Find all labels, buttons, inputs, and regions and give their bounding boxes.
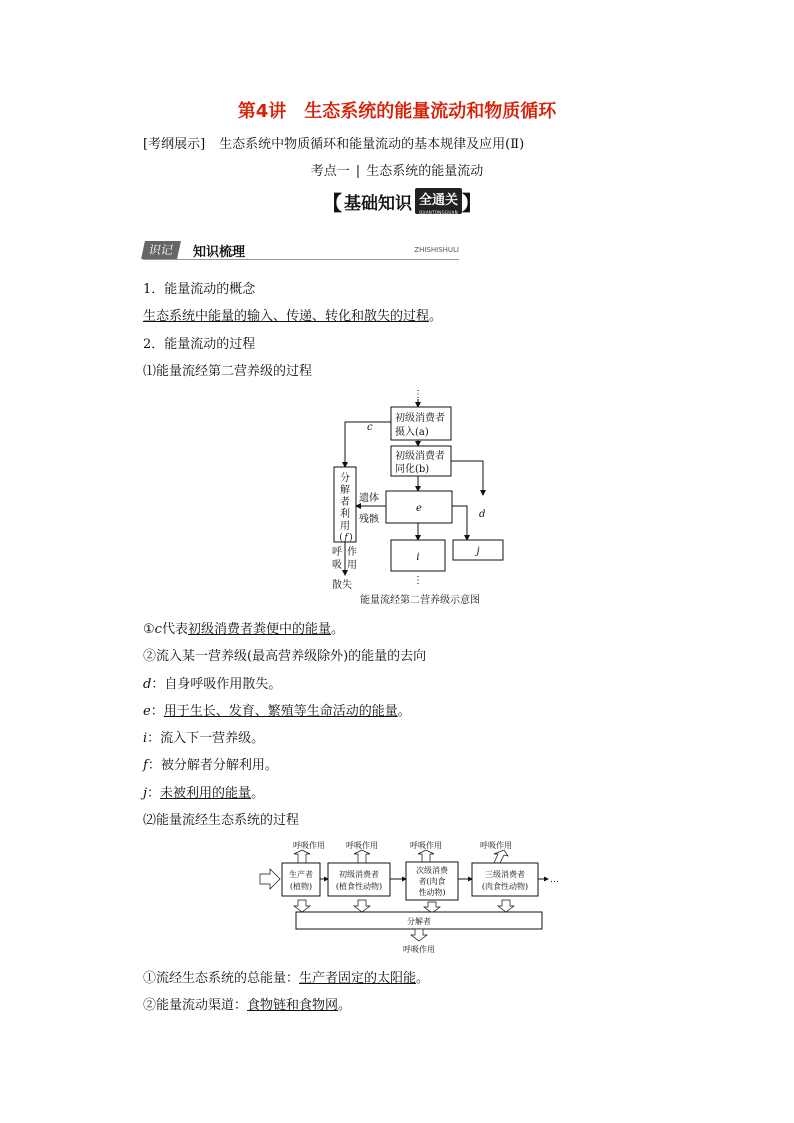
decomposer-label: 分解者 (407, 917, 431, 926)
box-assim-line2: 同化(b) (395, 464, 430, 475)
punct: 。 (416, 971, 430, 986)
down-arrow-3 (424, 902, 440, 913)
c3-line1: 三级消费者 (485, 870, 525, 879)
answer-j: 未被利用的能量 (160, 786, 252, 801)
basic-knowledge-banner (322, 187, 482, 215)
text: ①流经生态系统的总能量： (143, 971, 300, 986)
section-label: 知识梳理 (193, 245, 246, 260)
box-intake-line1: 初级消费者 (395, 413, 445, 424)
subheading-second-level: ⑴能量流经第二营养级的过程 (143, 364, 313, 379)
process-heading: 2．能量流动的过程 (143, 337, 256, 352)
dec-char-6: ( (339, 533, 343, 543)
energy-flow-ecosystem-diagram (258, 838, 568, 956)
box-primary-consumer (328, 863, 390, 896)
dec-char-3: 者 (340, 497, 350, 508)
banner-badge-pinyin: QUANTONGGUAN (419, 210, 458, 215)
answer-c: 初级消费者粪便中的能量 (187, 622, 331, 637)
concept-definition (143, 305, 442, 324)
resp-label-bottom: 呼吸作用 (403, 945, 435, 954)
c2-line1: 次级消费 (416, 866, 448, 875)
box-tertiary-consumer (472, 863, 538, 896)
label-j: j (476, 546, 480, 557)
concept-heading: 1．能量流动的概念 (143, 282, 256, 297)
c2-line2: 者(肉食 (418, 877, 446, 886)
dots-bottom: ⋮ (413, 575, 423, 586)
label-d: d (479, 509, 486, 520)
var-j: j (143, 786, 148, 801)
punct: 。 (338, 998, 352, 1013)
label-c: c (367, 422, 373, 433)
concept-answer: 生态系统中能量的输入、传递、转化和散失的过程 (143, 309, 430, 324)
key-point-separator: | (355, 164, 361, 179)
label-remains-1: 遗体 (359, 493, 379, 504)
down-arrow-decomposer (411, 929, 427, 941)
diagram1-caption: 能量流经第二营养级示意图 (360, 595, 480, 606)
total-energy-line (143, 967, 429, 986)
banner-bracket-close: 】 (462, 190, 483, 215)
syllabus-line (143, 133, 524, 152)
text: 代表 (161, 622, 188, 637)
down-arrow-2 (354, 900, 370, 912)
syllabus-tag: [考纲展示] (143, 137, 206, 152)
note-destinations: ②流入某一营养级(最高营养级除外)的能量的去向 (143, 649, 427, 664)
resp-char-2: 吸 (332, 560, 342, 571)
ellipsis: … (550, 875, 559, 885)
syllabus-text: 生态系统中物质循环和能量流动的基本规律及应用(Ⅱ) (219, 137, 525, 152)
up-arrow-2 (354, 850, 370, 863)
banner-text: 基础知识 (344, 193, 412, 214)
dec-char-7: f (344, 533, 348, 543)
channel-line (143, 994, 351, 1013)
text: ：被分解者分解利用。 (147, 758, 278, 773)
page-title: 第4讲 生态系统的能量流动和物质循环 (237, 101, 557, 122)
dec-char-5: 用 (340, 521, 350, 532)
resp-label-2: 呼吸作用 (346, 841, 378, 850)
energy-flow-second-level-diagram (325, 385, 515, 610)
note-e (143, 700, 411, 719)
var-e: e (143, 704, 151, 719)
answer-e: 用于生长、发育、繁殖等生命活动的能量 (163, 704, 398, 719)
box-producer (282, 863, 320, 896)
arrow-d (451, 461, 483, 495)
up-arrow-4 (494, 850, 508, 863)
banner-badge-text: 全通关 (419, 193, 459, 208)
up-arrow-3 (418, 850, 434, 863)
note-f (143, 754, 278, 773)
resp-label-1: 呼吸作用 (293, 841, 325, 850)
down-arrow-4 (498, 900, 514, 912)
var-f: f (143, 758, 148, 773)
dec-char-8: ) (349, 533, 353, 543)
answer-channel: 食物链和食物网 (247, 998, 339, 1013)
var-d: d (143, 677, 152, 692)
dots-top: ⋮ (413, 389, 423, 400)
resp-char-1: 呼 (332, 547, 342, 558)
label-remains-2: 残骸 (359, 514, 379, 525)
text: ：流入下一营养级。 (147, 731, 265, 746)
punct: ： (147, 786, 161, 801)
resp-label-4: 呼吸作用 (480, 841, 512, 850)
subheading-ecosystem: ⑵能量流经生态系统的过程 (143, 813, 300, 828)
resp-char-3: 作 (347, 547, 357, 558)
punct: 。 (429, 309, 443, 324)
c1-line1: 初级消费者 (339, 870, 379, 879)
section-chip: 识记 (141, 241, 181, 259)
banner-badge (415, 188, 462, 214)
box-assim-line1: 初级消费者 (395, 451, 445, 462)
section-pinyin: ZHISHISHULI (414, 246, 459, 254)
punct: 。 (251, 786, 265, 801)
producer-line1: 生产者 (289, 870, 313, 879)
note-i (143, 727, 264, 746)
resp-label-3: 呼吸作用 (410, 841, 442, 850)
arrow-e-to-j (452, 506, 467, 540)
key-point-number: 考点一 (310, 164, 350, 179)
dec-char-2: 解 (340, 485, 350, 496)
resp-char-4: 用 (347, 560, 357, 571)
sunlight-arrow (260, 869, 280, 889)
var-i: i (143, 731, 148, 746)
punct: ： (150, 704, 164, 719)
dec-char-4: 利 (340, 509, 350, 520)
note-d (143, 673, 281, 692)
answer-total-energy: 生产者固定的太阳能 (299, 971, 417, 986)
c2-line3: 性动物) (418, 888, 446, 897)
var-c: c (154, 622, 162, 637)
down-arrow-1 (294, 900, 310, 912)
label-dissipate: 散失 (332, 580, 352, 591)
label-e: e (416, 503, 422, 514)
up-arrow-1 (294, 850, 310, 863)
punct: 。 (330, 622, 344, 637)
key-point-heading (0, 160, 794, 179)
circled-one: ① (143, 622, 155, 637)
note-c (143, 618, 344, 637)
text: ②能量流动渠道： (143, 998, 248, 1013)
section-header (143, 241, 459, 260)
c1-line2: (植食性动物) (335, 882, 383, 891)
box-intake-line2: 摄入(a) (395, 427, 429, 438)
dec-char-1: 分 (340, 473, 350, 484)
key-point-title: 生态系统的能量流动 (366, 164, 484, 179)
producer-line2: (植物) (289, 882, 313, 891)
c3-line2: (肉食性动物) (481, 882, 529, 891)
label-i: i (416, 552, 420, 563)
banner-bracket-open: 【 (322, 190, 342, 215)
punct: 。 (397, 704, 411, 719)
text: ：自身呼吸作用散失。 (151, 677, 282, 692)
note-j (143, 782, 264, 801)
